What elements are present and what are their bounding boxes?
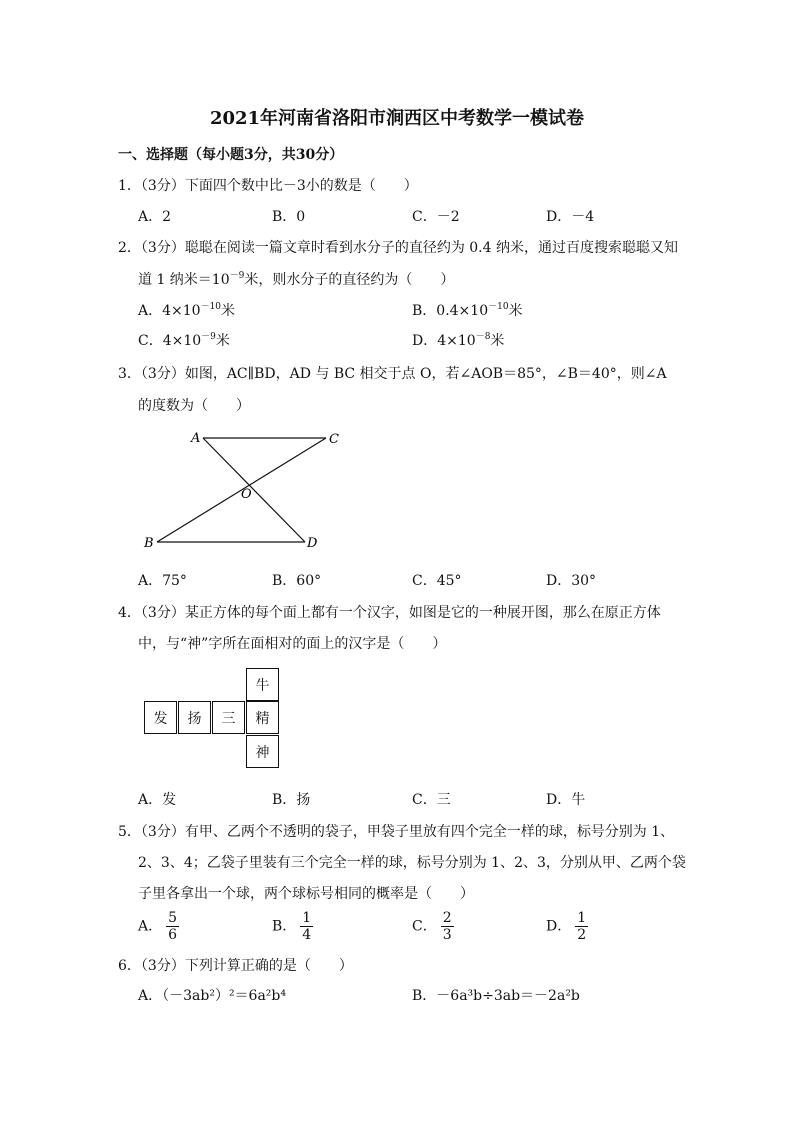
net-cell-top: 牛 bbox=[246, 668, 279, 701]
label-a: A bbox=[191, 431, 201, 446]
q2-option-c: C．$4\times 10^{-9}$米 bbox=[138, 332, 230, 349]
q6-option-b: B．－6a³b÷3ab＝－2a²b bbox=[412, 988, 580, 1004]
q4-option-c: C．三 bbox=[412, 792, 451, 808]
net-cell-row-1: 发 bbox=[144, 701, 177, 734]
net-cell-row-4: 精 bbox=[246, 701, 279, 734]
fraction: $\frac{1}{4}$ bbox=[302, 910, 312, 943]
q2-option-d: D．$4\times 10^{-8}$米 bbox=[412, 332, 505, 349]
question-5-line-1: 5．（3分）有甲、乙两个不透明的袋子，甲袋子里放有四个完全一样的球，标号分别为 1、 bbox=[118, 824, 675, 840]
question-4-line-2: 中，与“神”字所在面相对的面上的汉字是（ ） bbox=[138, 636, 447, 652]
q1-option-d: D．－4 bbox=[546, 209, 595, 225]
question-5-line-3: 子里各拿出一个球，两个球标号相同的概率是（ ） bbox=[138, 886, 474, 902]
q6-option-a: A．（－3ab²）²＝6a²b⁴ bbox=[138, 988, 286, 1004]
question-5-line-2: 2、3、4；乙袋子里装有三个完全一样的球，标号分别为 1、2、3，分别从甲、乙两个袋 bbox=[138, 855, 686, 871]
q3-option-b: B．60° bbox=[272, 573, 322, 589]
fraction: $\frac{5}{6}$ bbox=[168, 910, 178, 943]
question-1-text: 1．（3分）下面四个数中比－3小的数是（ ） bbox=[118, 178, 418, 194]
q2-option-a: A．$4\times 10^{-10}$米 bbox=[138, 302, 236, 319]
question-2-line-2: 道 1 纳米$=10^{-9}$米，则水分子的直径约为（ ） bbox=[138, 271, 455, 288]
q4-option-d: D．牛 bbox=[546, 792, 586, 808]
question-3-line-1: 3．（3分）如图，AC∥BD，AD 与 BC 相交于点 O，若∠AOB＝85°，∠B＝40°，则∠A bbox=[118, 366, 667, 382]
question-3-line-2: 的度数为（ ） bbox=[138, 398, 250, 414]
q1-option-c: C．－2 bbox=[412, 209, 460, 225]
label-o: O bbox=[241, 487, 252, 502]
q3-option-d: D．30° bbox=[546, 573, 597, 589]
page-title: 2021年河南省洛阳市涧西区中考数学一模试卷 bbox=[209, 108, 585, 129]
net-cell-row-3: 三 bbox=[212, 701, 245, 734]
net-cell-row-2: 扬 bbox=[178, 701, 211, 734]
segment-ad bbox=[203, 438, 305, 542]
question-2-line-1: 2．（3分）聪聪在阅读一篇文章时看到水分子的直径约为 0.4 纳米，通过百度搜索聪聪又知 bbox=[118, 240, 678, 256]
q4-option-b: B．扬 bbox=[272, 792, 311, 808]
q5-option-a: A． $\frac{5}{6}$ bbox=[138, 910, 178, 943]
q4-option-a: A．发 bbox=[138, 792, 177, 808]
label-d: D bbox=[307, 536, 318, 551]
q3-option-c: C．45° bbox=[412, 573, 462, 589]
question-6-text: 6．（3分）下列计算正确的是（ ） bbox=[118, 958, 353, 974]
q5-option-b: B． $\frac{1}{4}$ bbox=[272, 910, 312, 943]
q1-option-b: B．0 bbox=[272, 209, 306, 225]
question-4-line-1: 4．（3分）某正方体的每个面上都有一个汉字，如图是它的一种展开图，那么在原正方体 bbox=[118, 605, 661, 621]
fraction: $\frac{1}{2}$ bbox=[577, 910, 587, 943]
fraction: $\frac{2}{3}$ bbox=[442, 910, 452, 943]
geometry-figure bbox=[130, 425, 350, 555]
q5-option-c: C． $\frac{2}{3}$ bbox=[412, 910, 452, 943]
label-c: C bbox=[329, 432, 339, 447]
q1-option-a: A．2 bbox=[138, 209, 172, 225]
section-heading: 一、选择题（每小题3分，共30分） bbox=[118, 147, 344, 163]
q3-option-a: A．75° bbox=[138, 573, 187, 589]
q2-option-b: B．$0.4\times 10^{-10}$米 bbox=[412, 302, 523, 319]
net-cell-bottom: 神 bbox=[246, 735, 279, 768]
label-b: B bbox=[144, 536, 154, 551]
q5-option-d: D． $\frac{1}{2}$ bbox=[546, 910, 587, 943]
